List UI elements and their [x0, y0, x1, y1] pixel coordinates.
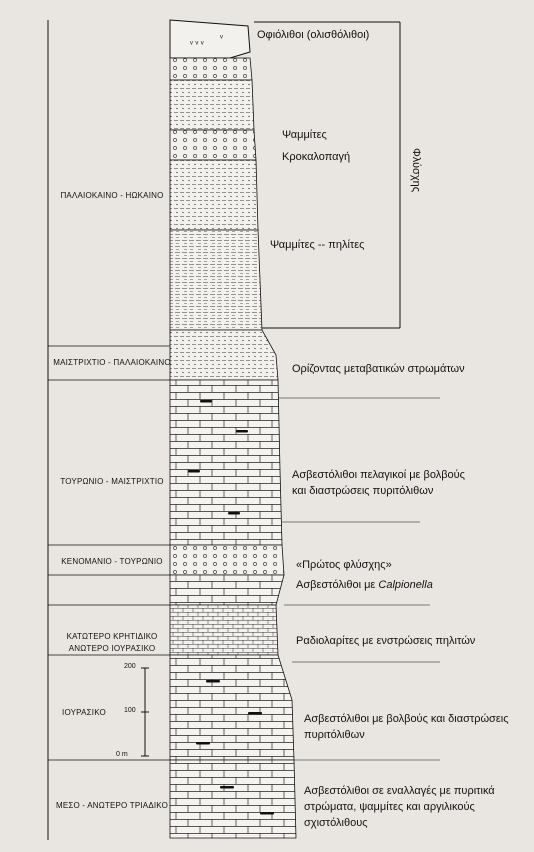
desc-alternations-line1: Ασβεστόλιθοι σε εναλλαγές με πυριτικά [304, 785, 495, 797]
desc-alternations-line3: σχιστόλιθους [304, 817, 368, 829]
desc-calpionella-genus: Calpionella [378, 579, 433, 591]
desc-sandstones: Ψαμμίτες [282, 129, 327, 141]
desc-ophiolites: Οφιόλιθοι (ολισθόλιθοι) [257, 29, 370, 41]
age-label-maastrichtian-paleocene: ΜΑΙΣΤΡΙΧΤΙΟ - ΠΑΛΑΙΟΚΑΙΝΟ [53, 358, 171, 367]
ophiolite-block [170, 20, 250, 58]
age-separators [48, 346, 170, 760]
desc-radiolarites: Ραδιολαρίτες με ενστρώσεις πηλιτών [296, 635, 476, 647]
alternation-limestone [170, 760, 296, 838]
svg-text:ᵥ: ᵥ [220, 30, 223, 40]
sand-layer-1 [170, 80, 254, 130]
transition-layer [170, 330, 278, 380]
desc-nodules-line2: πυριτόλιθων [304, 729, 365, 741]
flysch-bracket [254, 22, 400, 328]
calpionella-limestone [170, 575, 284, 605]
desc-transition: Ορίζοντας μεταβατικών στρωμάτων [292, 363, 465, 375]
age-label-cenomanian-turonian: ΚΕΝΟΜΑΝΙΟ - ΤΟΥΡΩΝΙΟ [61, 557, 163, 566]
scale-label-0m: 0 m [116, 751, 128, 758]
pelagic-limestone [170, 380, 282, 545]
desc-sandstones-pelites: Ψαμμίτες -- πηλίτες [270, 239, 365, 251]
age-label-turonian-maastrichtian: ΤΟΥΡΩΝΙΟ - ΜΑΙΣΤΡΙΧΤΙΟ [60, 477, 164, 486]
desc-nodules-line1: Ασβεστόλιθοι με βολβούς και διαστρώσεις [304, 713, 509, 725]
sand-shale-layer [170, 230, 262, 330]
age-label-paleocene-eocene: ΠΑΛΑΙΟΚΑΙΝΟ - ΗΩΚΑΙΝΟ [60, 191, 164, 200]
pebble-layer-top [170, 58, 252, 80]
radiolarite-layer [170, 605, 278, 655]
sand-layer-2 [170, 160, 258, 230]
pebble-layer-2 [170, 130, 256, 160]
age-label-middle-upper-triassic: ΜΕΣΟ - ΑΝΩΤΕΡΟ ΤΡΙΑΔΙΚΟ [55, 801, 169, 810]
desc-first-flysch: «Πρώτος φλύσχης» [296, 559, 392, 571]
desc-calpionella-text: Ασβεστόλιθοι με [296, 579, 376, 591]
age-label-upper-jurassic: ΑΝΩΤΕΡΟ ΙΟΥΡΑΣΙΚΟ [68, 644, 156, 653]
age-label-jurassic: ΙΟΥΡΑΣΙΚΟ [62, 708, 106, 717]
lithology-column [170, 20, 296, 838]
desc-conglomerate: Κροκαλοπαγή [282, 151, 351, 163]
svg-text:ᵥ ᵥ ᵥ: ᵥ ᵥ ᵥ [190, 36, 204, 46]
desc-alternations-line2: στρώματα, ψαμμίτες και αργιλικούς [304, 801, 475, 813]
nodular-limestone [170, 655, 294, 760]
desc-pelagic-line1: Ασβεστόλιθοι πελαγικοί με βολβούς [292, 469, 465, 481]
desc-pelagic-line2: και διαστρώσεις πυριτόλιθων [292, 485, 434, 497]
age-label-lower-cretaceous: ΚΑΤΩΤΕΡΟ ΚΡΗΤΙΔΙΚΟ [66, 632, 158, 641]
desc-calpionella [296, 578, 433, 592]
flysch-label: Φλύσχης [410, 148, 422, 193]
scale-label-200: 200 [124, 663, 136, 670]
scale-label-100: 100 [124, 707, 136, 714]
first-flysch-layer [170, 545, 284, 575]
